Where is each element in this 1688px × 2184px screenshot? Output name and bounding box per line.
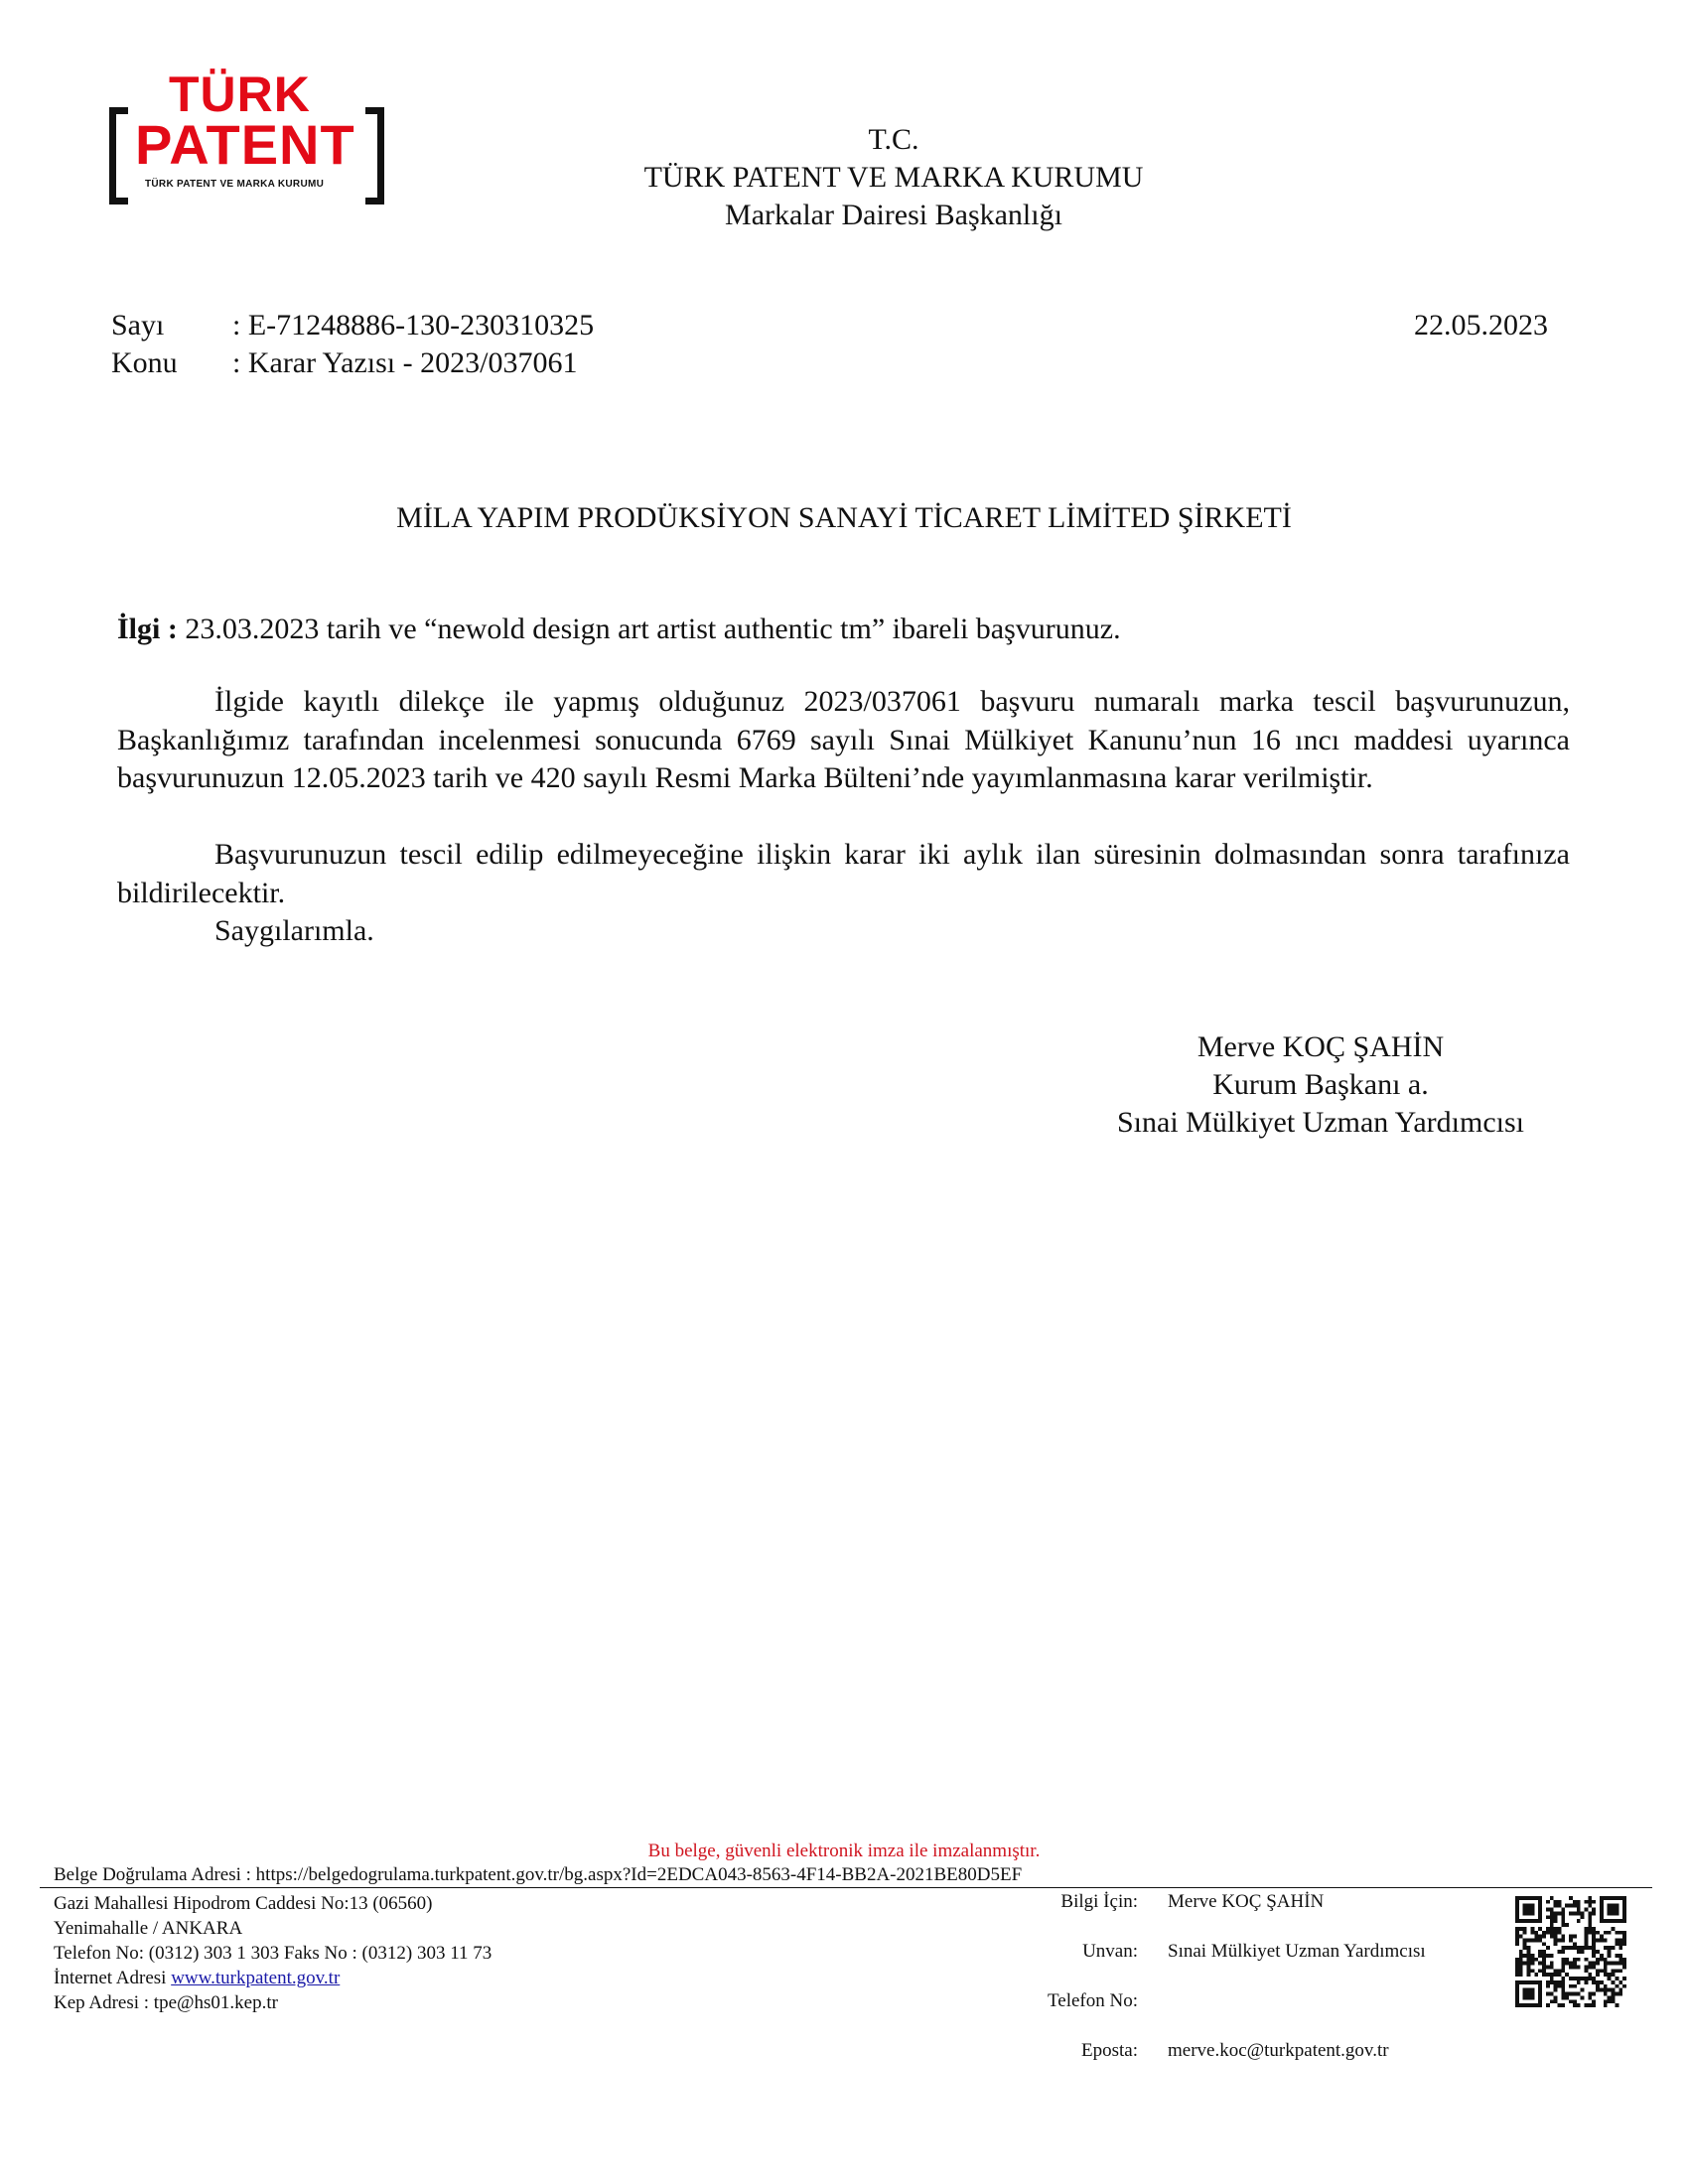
info-label: Bilgi İçin:	[1060, 1891, 1138, 1912]
logo-caption: TÜRK PATENT VE MARKA KURUMU	[145, 179, 325, 190]
esign-note: Bu belge, güvenli elektronik imza ile imzalanmıştır.	[647, 1841, 1041, 1861]
signatory-name: Merve KOÇ ŞAHİN	[1196, 1030, 1445, 1063]
internet-address	[54, 1966, 492, 1990]
document-header	[496, 121, 1291, 234]
addressee: MİLA YAPIM PRODÜKSİYON SANAYİ TİCARET LİMİTED ŞİRKETİ	[396, 501, 1292, 534]
header-tc: T.C.	[868, 123, 919, 156]
internet-label: İnternet Adresi	[54, 1968, 172, 1988]
info-value: Merve KOÇ ŞAHİN	[1168, 1891, 1325, 1912]
eposta-value: merve.koc@turkpatent.gov.tr	[1168, 2040, 1389, 2061]
kep-address: Kep Adresi : tpe@hs01.kep.tr	[54, 1992, 278, 2013]
phone-fax: Telefon No: (0312) 303 1 303 Faks No : (0312) 303 11 73	[54, 1943, 492, 1964]
document-date: 22.05.2023	[1414, 309, 1548, 341]
footer-address-block	[54, 1891, 492, 2015]
logo-bracket-right	[365, 107, 384, 205]
footer-divider	[40, 1887, 1652, 1888]
address-line-2: Yenimahalle / ANKARA	[54, 1918, 243, 1939]
konu-value: : Karar Yazısı - 2023/037061	[232, 346, 578, 379]
address-line-1: Gazi Mahallesi Hipodrom Caddesi No:13 (06560)	[54, 1893, 433, 1914]
signature-block	[1043, 1028, 1599, 1142]
logo-text-turk: TÜRK	[169, 67, 311, 122]
header-institution: TÜRK PATENT VE MARKA KURUMU	[643, 161, 1144, 194]
body-paragraph-1	[117, 683, 1570, 798]
body-paragraph-3	[117, 912, 1570, 951]
ilgi-label: İlgi :	[117, 613, 178, 645]
telefon-label: Telefon No:	[1047, 1990, 1138, 2011]
logo-text-patent: PATENT	[135, 113, 355, 176]
ilgi-text: 23.03.2023 tarih ve “newold design art artist authentic tm” ibareli başvurunuz.	[177, 613, 1121, 645]
website-link[interactable]: www.turkpatent.gov.tr	[171, 1968, 341, 1988]
turk-patent-logo	[109, 69, 387, 199]
body-paragraph-2-text: Başvurunuzun tescil edilip edilmeyeceğine ilişkin karar iki aylık ilan süresinin dolmasından sonra tarafınıza bildirilecektir.	[117, 838, 1570, 909]
unvan-label: Unvan:	[1082, 1941, 1138, 1962]
ilgi-line	[117, 613, 1121, 646]
unvan-value: Sınai Mülkiyet Uzman Yardımcısı	[1168, 1941, 1426, 1962]
body-paragraph-1-text: İlgide kayıtlı dilekçe ile yapmış olduğunuz 2023/037061 başvuru numaralı marka tescil başvurunuzun, Başkanlığımız tarafından incelenmesi sonucunda 6769 sayılı Sınai Mülkiyet Kanunu’nun 16 ıncı maddesi uyarınca başvurunuzun 12.05.2023 tarih ve 420 sayılı Resmi Marka Bülteni’nde yayımlanmasına karar verilmiştir.	[117, 685, 1570, 794]
konu-label: Konu	[111, 346, 178, 379]
closing-text: Saygılarımla.	[214, 914, 374, 947]
signatory-title-2: Sınai Mülkiyet Uzman Yardımcısı	[1117, 1106, 1524, 1139]
body-paragraph-2	[117, 836, 1570, 912]
header-department: Markalar Dairesi Başkanlığı	[725, 199, 1062, 231]
qr-code-icon	[1515, 1896, 1626, 2007]
sayi-label: Sayı	[111, 309, 165, 341]
verification-address: Belge Doğrulama Adresi : https://belgedogrulama.turkpatent.gov.tr/bg.aspx?Id=2EDCA043-8563-4F14-BB2A-2021BE80D5EF	[54, 1864, 1023, 1885]
sayi-value: : E-71248886-130-230310325	[232, 309, 595, 341]
logo-bracket-left	[109, 107, 128, 205]
signatory-title-1: Kurum Başkanı a.	[1212, 1068, 1429, 1101]
eposta-label: Eposta:	[1081, 2040, 1138, 2061]
